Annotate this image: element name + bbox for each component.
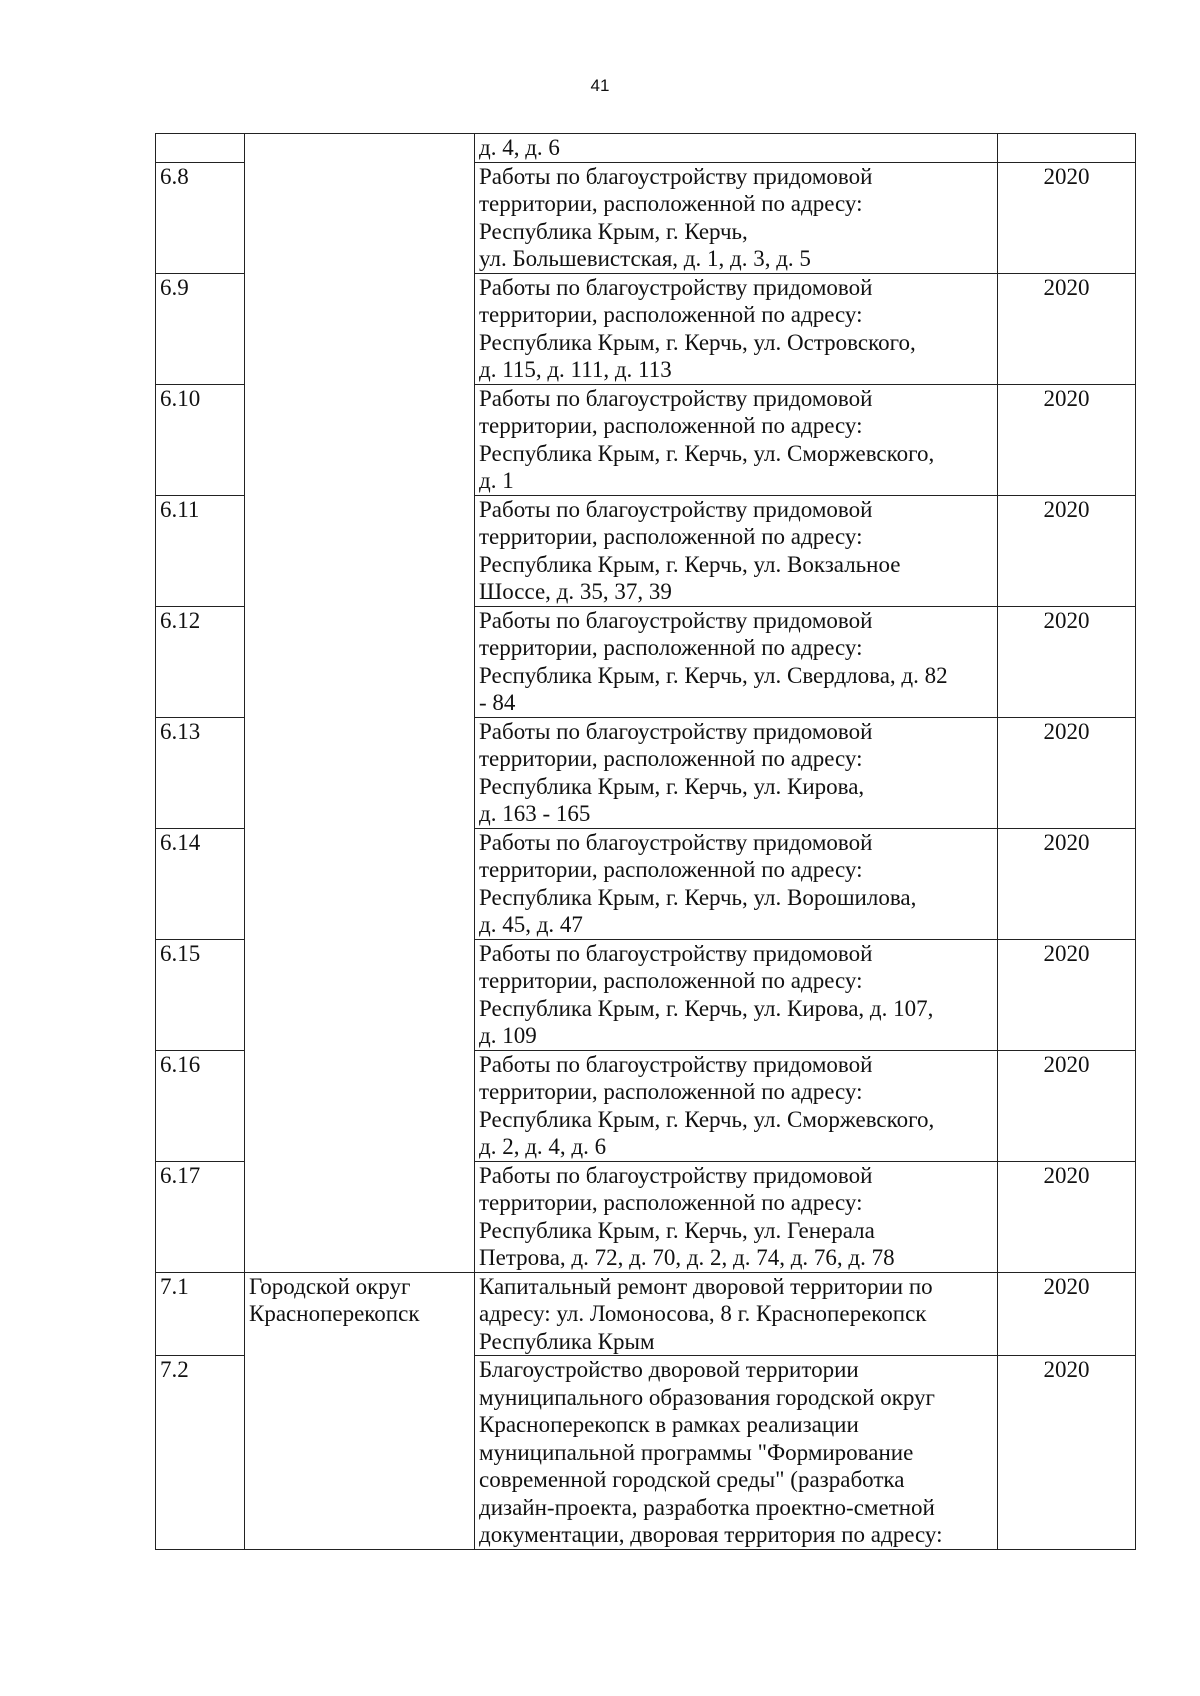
work-description xyxy=(475,495,998,606)
completion-year xyxy=(998,134,1136,163)
completion-year: 2020 xyxy=(998,162,1136,273)
description-line: Красноперекопск в рамках реализации xyxy=(479,1412,859,1437)
work-description xyxy=(475,134,998,163)
completion-year: 2020 xyxy=(998,606,1136,717)
description-line: территории, расположенной по адресу: xyxy=(479,746,863,771)
description-line: Работы по благоустройству придомовой xyxy=(479,718,873,744)
page-number: 41 xyxy=(590,76,610,95)
description-line: Республика Крым, г. Керчь, ул. Вокзальное xyxy=(479,551,901,577)
description-line: Республика Крым, г. Керчь, ул. Свердлова, д. 82 xyxy=(479,662,948,688)
completion-year: 2020 xyxy=(998,495,1136,606)
work-description xyxy=(475,939,998,1050)
works-table-body xyxy=(156,134,1136,1550)
description-line: Республика Крым xyxy=(479,1328,655,1354)
completion-year: 2020 xyxy=(998,939,1136,1050)
row-number: 6.13 xyxy=(156,717,245,828)
row-number: 6.12 xyxy=(156,606,245,717)
description-line: территории, расположенной по адресу: xyxy=(479,413,863,438)
description-line: д. 2, д. 4, д. 6 xyxy=(479,1134,607,1159)
description-line: муниципальной программы "Формирование xyxy=(479,1439,914,1465)
description-line: Республика Крым, г. Керчь, ул. Сморжевского, xyxy=(479,1106,935,1132)
completion-year: 2020 xyxy=(998,828,1136,939)
description-line: д. 163 - 165 xyxy=(479,801,591,826)
description-line: территории, расположенной по адресу: xyxy=(479,968,863,993)
work-description xyxy=(475,1356,998,1550)
description-line: Петрова, д. 72, д. 70, д. 2, д. 74, д. 76, д. 78 xyxy=(479,1245,895,1270)
row-number: 6.8 xyxy=(156,162,245,273)
description-line: д. 45, д. 47 xyxy=(479,912,583,937)
description-line: Работы по благоустройству придомовой xyxy=(479,385,873,411)
municipality-cell xyxy=(245,1272,475,1549)
row-number: 6.11 xyxy=(156,495,245,606)
description-line: д. 1 xyxy=(479,468,514,493)
description-line: документации, дворовая территория по адресу: xyxy=(479,1522,943,1547)
description-line: Работы по благоустройству придомовой xyxy=(479,940,873,966)
municipality-line: Городской округ xyxy=(249,1273,411,1299)
description-line: Республика Крым, г. Керчь, ул. Кирова, д. 107, xyxy=(479,995,934,1021)
description-line: ул. Большевистская, д. 1, д. 3, д. 5 xyxy=(479,246,811,271)
row-number: 7.1 xyxy=(156,1272,245,1356)
description-line: Республика Крым, г. Керчь, ул. Ворошилова, xyxy=(479,884,917,910)
description-line: Капитальный ремонт дворовой территории по xyxy=(479,1273,933,1299)
row-number: 6.9 xyxy=(156,273,245,384)
works-table xyxy=(155,133,1136,1550)
description-line: Республика Крым, г. Керчь, ул. Островского, xyxy=(479,329,916,355)
work-description xyxy=(475,828,998,939)
description-line: Республика Крым, г. Керчь, ул. Генерала xyxy=(479,1217,875,1243)
completion-year: 2020 xyxy=(998,1161,1136,1272)
description-line: Республика Крым, г. Керчь, ул. Сморжевского, xyxy=(479,440,935,466)
row-number xyxy=(156,134,245,163)
work-description xyxy=(475,162,998,273)
description-line: Работы по благоустройству придомовой xyxy=(479,1162,873,1188)
description-line: территории, расположенной по адресу: xyxy=(479,1079,863,1104)
description-line: территории, расположенной по адресу: xyxy=(479,1190,863,1215)
row-number: 6.10 xyxy=(156,384,245,495)
description-line: территории, расположенной по адресу: xyxy=(479,857,863,882)
description-line: Работы по благоустройству придомовой xyxy=(479,163,873,189)
completion-year: 2020 xyxy=(998,273,1136,384)
description-line: Работы по благоустройству придомовой xyxy=(479,274,873,300)
description-line: дизайн-проекта, разработка проектно-сметной xyxy=(479,1494,935,1520)
completion-year: 2020 xyxy=(998,1050,1136,1161)
description-line: Работы по благоустройству придомовой xyxy=(479,496,873,522)
row-number: 6.15 xyxy=(156,939,245,1050)
description-line: адресу: ул. Ломоносова, 8 г. Красноперекопск xyxy=(479,1301,927,1326)
description-line: Работы по благоустройству придомовой xyxy=(479,607,873,633)
row-number: 6.14 xyxy=(156,828,245,939)
description-line: д. 115, д. 111, д. 113 xyxy=(479,357,672,382)
row-number: 6.16 xyxy=(156,1050,245,1161)
work-description xyxy=(475,717,998,828)
completion-year: 2020 xyxy=(998,1356,1136,1550)
description-line: территории, расположенной по адресу: xyxy=(479,302,863,327)
description-line: Республика Крым, г. Керчь, xyxy=(479,218,748,244)
table-row xyxy=(156,1272,1136,1356)
work-description xyxy=(475,273,998,384)
description-line: территории, расположенной по адресу: xyxy=(479,524,863,549)
work-description xyxy=(475,384,998,495)
municipality-cell-kerch xyxy=(245,134,475,1273)
work-description xyxy=(475,1050,998,1161)
work-description xyxy=(475,1161,998,1272)
description-line: - 84 xyxy=(479,690,516,715)
description-line: Шоссе, д. 35, 37, 39 xyxy=(479,579,672,604)
description-line: д. 4, д. 6 xyxy=(479,135,560,160)
description-line: территории, расположенной по адресу: xyxy=(479,191,863,216)
description-line: современной городской среды" (разработка xyxy=(479,1467,905,1492)
description-line: Работы по благоустройству придомовой xyxy=(479,1051,873,1077)
completion-year: 2020 xyxy=(998,717,1136,828)
description-line: муниципального образования городской округ xyxy=(479,1384,935,1410)
description-line: Благоустройство дворовой территории xyxy=(479,1357,859,1382)
municipality-line: Красноперекопск xyxy=(249,1301,420,1326)
description-line: Республика Крым, г. Керчь, ул. Кирова, xyxy=(479,773,865,799)
work-description xyxy=(475,606,998,717)
description-line: д. 109 xyxy=(479,1023,537,1048)
description-line: Работы по благоустройству придомовой xyxy=(479,829,873,855)
description-line: территории, расположенной по адресу: xyxy=(479,635,863,660)
completion-year: 2020 xyxy=(998,384,1136,495)
table-row xyxy=(156,134,1136,163)
completion-year: 2020 xyxy=(998,1272,1136,1356)
row-number: 6.17 xyxy=(156,1161,245,1272)
row-number: 7.2 xyxy=(156,1356,245,1550)
work-description xyxy=(475,1272,998,1356)
